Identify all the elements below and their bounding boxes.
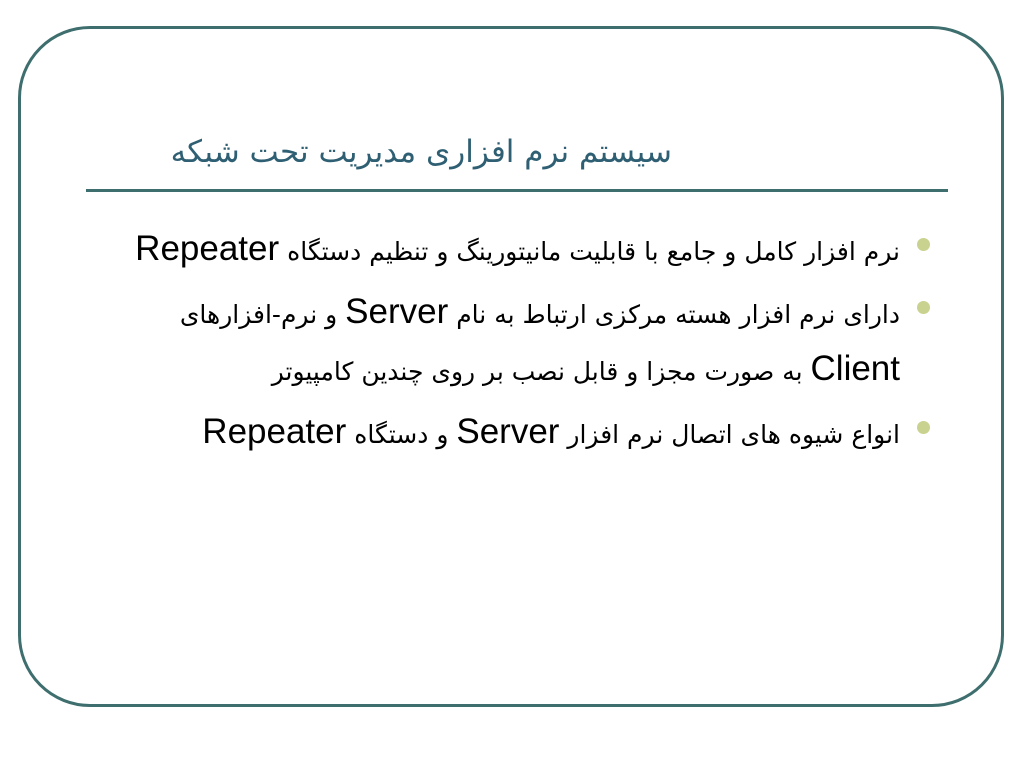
bullet-2-latin-b: Client	[810, 349, 900, 388]
slide-title: سیستم نرم افزاری مدیریت تحت شبکه	[170, 134, 672, 170]
bullet-2-text-a: دارای نرم افزار هسته مرکزی ارتباط به نام	[456, 300, 900, 329]
bullet-3-latin-a: Server	[456, 412, 560, 451]
bullet-text	[120, 222, 900, 279]
bullet-3-latin-b: Repeater	[202, 412, 347, 451]
bullet-3-text-a: انواع شیوه های اتصال نرم افزار	[567, 420, 900, 449]
bullet-3-text-b: و دستگاه	[354, 420, 449, 449]
bullet-item-2	[120, 285, 900, 399]
bullet-dot-icon	[917, 301, 930, 314]
bullet-1-text: نرم افزار کامل و جامع با قابلیت مانیتورینگ و تنظیم دستگاه	[287, 237, 900, 266]
title-divider	[86, 189, 948, 192]
bullet-2-text-c: به صورت مجزا و قابل نصب بر روی چندین کامپیوتر	[271, 357, 803, 386]
bullet-dot-icon	[917, 421, 930, 434]
bullet-dot-icon	[917, 238, 930, 251]
bullet-list	[120, 222, 900, 468]
bullet-text	[120, 285, 900, 399]
bullet-text	[120, 405, 900, 462]
bullet-1-latin: Repeater	[135, 229, 280, 268]
bullet-2-text-b: و نرم-افزارهای	[179, 300, 338, 329]
bullet-item-3	[120, 405, 900, 462]
bullet-item-1	[120, 222, 900, 279]
bullet-2-latin-a: Server	[345, 292, 449, 331]
